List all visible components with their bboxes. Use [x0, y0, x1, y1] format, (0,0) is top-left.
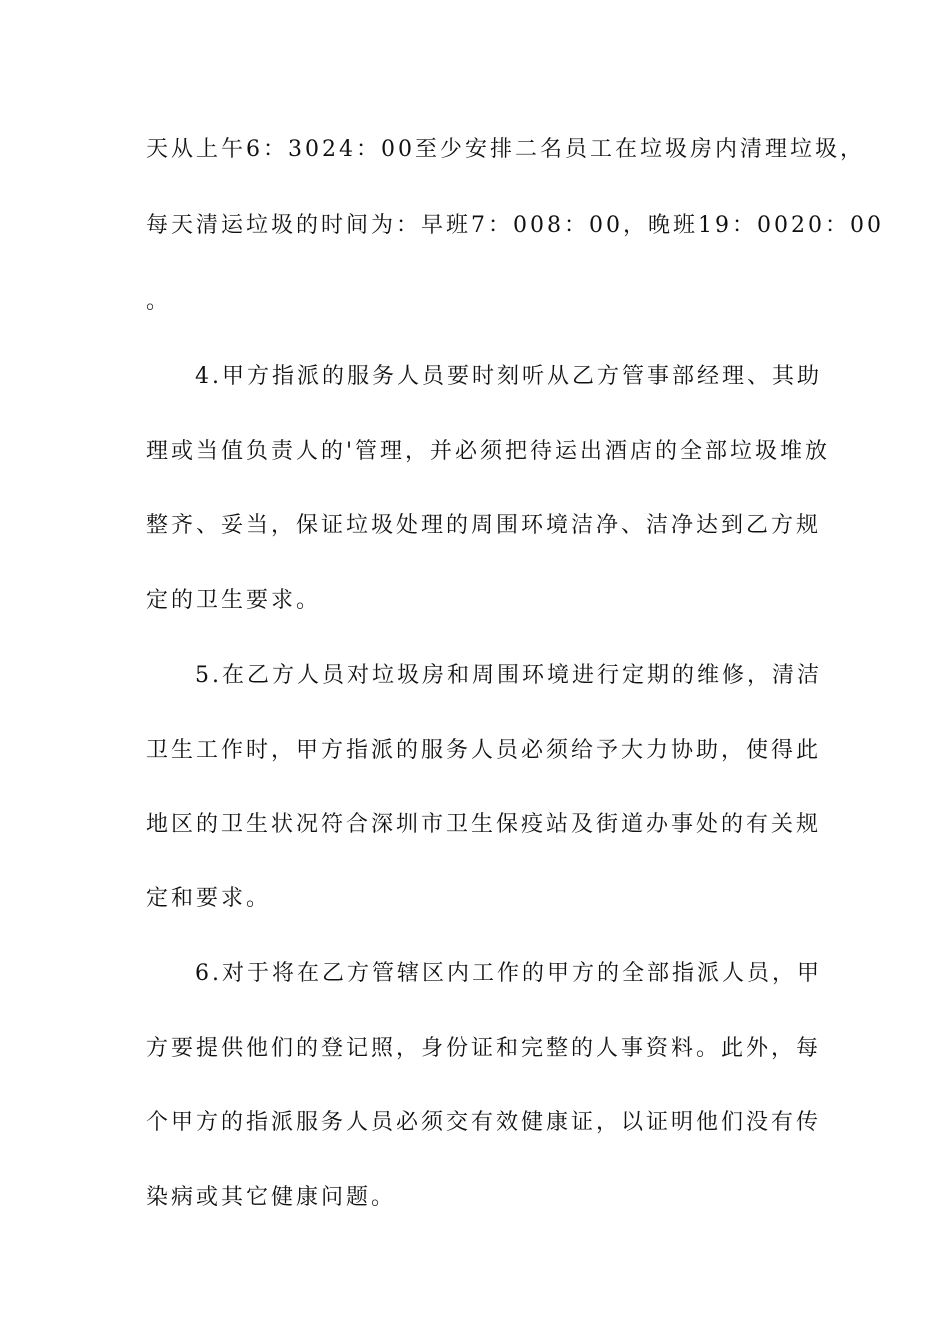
text-line-1: 天从上午6：3024：00至少安排二名员工在垃圾房内清理垃圾，	[146, 137, 865, 162]
paragraph-4-line-2: 理或当值负责人的'管理，并必须把待运出酒店的全部垃圾堆放	[146, 439, 831, 464]
text-line-2: 每天清运垃圾的时间为：早班7：008：00，晚班19：0020：00	[146, 213, 884, 238]
paragraph-6-line-3: 个甲方的指派服务人员必须交有效健康证，以证明他们没有传	[146, 1110, 822, 1135]
paragraph-5-line-2: 卫生工作时，甲方指派的服务人员必须给予大力协助，使得此	[146, 738, 822, 763]
paragraph-4-line-3: 整齐、妥当，保证垃圾处理的周围环境洁净、洁净达到乙方规	[146, 513, 822, 538]
paragraph-6-line-2: 方要提供他们的登记照，身份证和完整的人事资料。此外，每	[146, 1036, 822, 1061]
paragraph-4-line-4: 定的卫生要求。	[146, 588, 322, 613]
paragraph-5-line-3: 地区的卫生状况符合深圳市卫生保疫站及街道办事处的有关规	[146, 812, 822, 837]
paragraph-6-line-4: 染病或其它健康问题。	[146, 1185, 397, 1210]
paragraph-6-line-1: 6.对于将在乙方管辖区内工作的甲方的全部指派人员，甲	[195, 961, 822, 986]
paragraph-5-line-1: 5.在乙方人员对垃圾房和周围环境进行定期的维修，清洁	[195, 663, 822, 688]
paragraph-5-line-4: 定和要求。	[146, 886, 272, 911]
paragraph-4-line-1: 4.甲方指派的服务人员要时刻听从乙方管事部经理、其助	[195, 364, 822, 389]
text-line-3: 。	[146, 289, 172, 314]
